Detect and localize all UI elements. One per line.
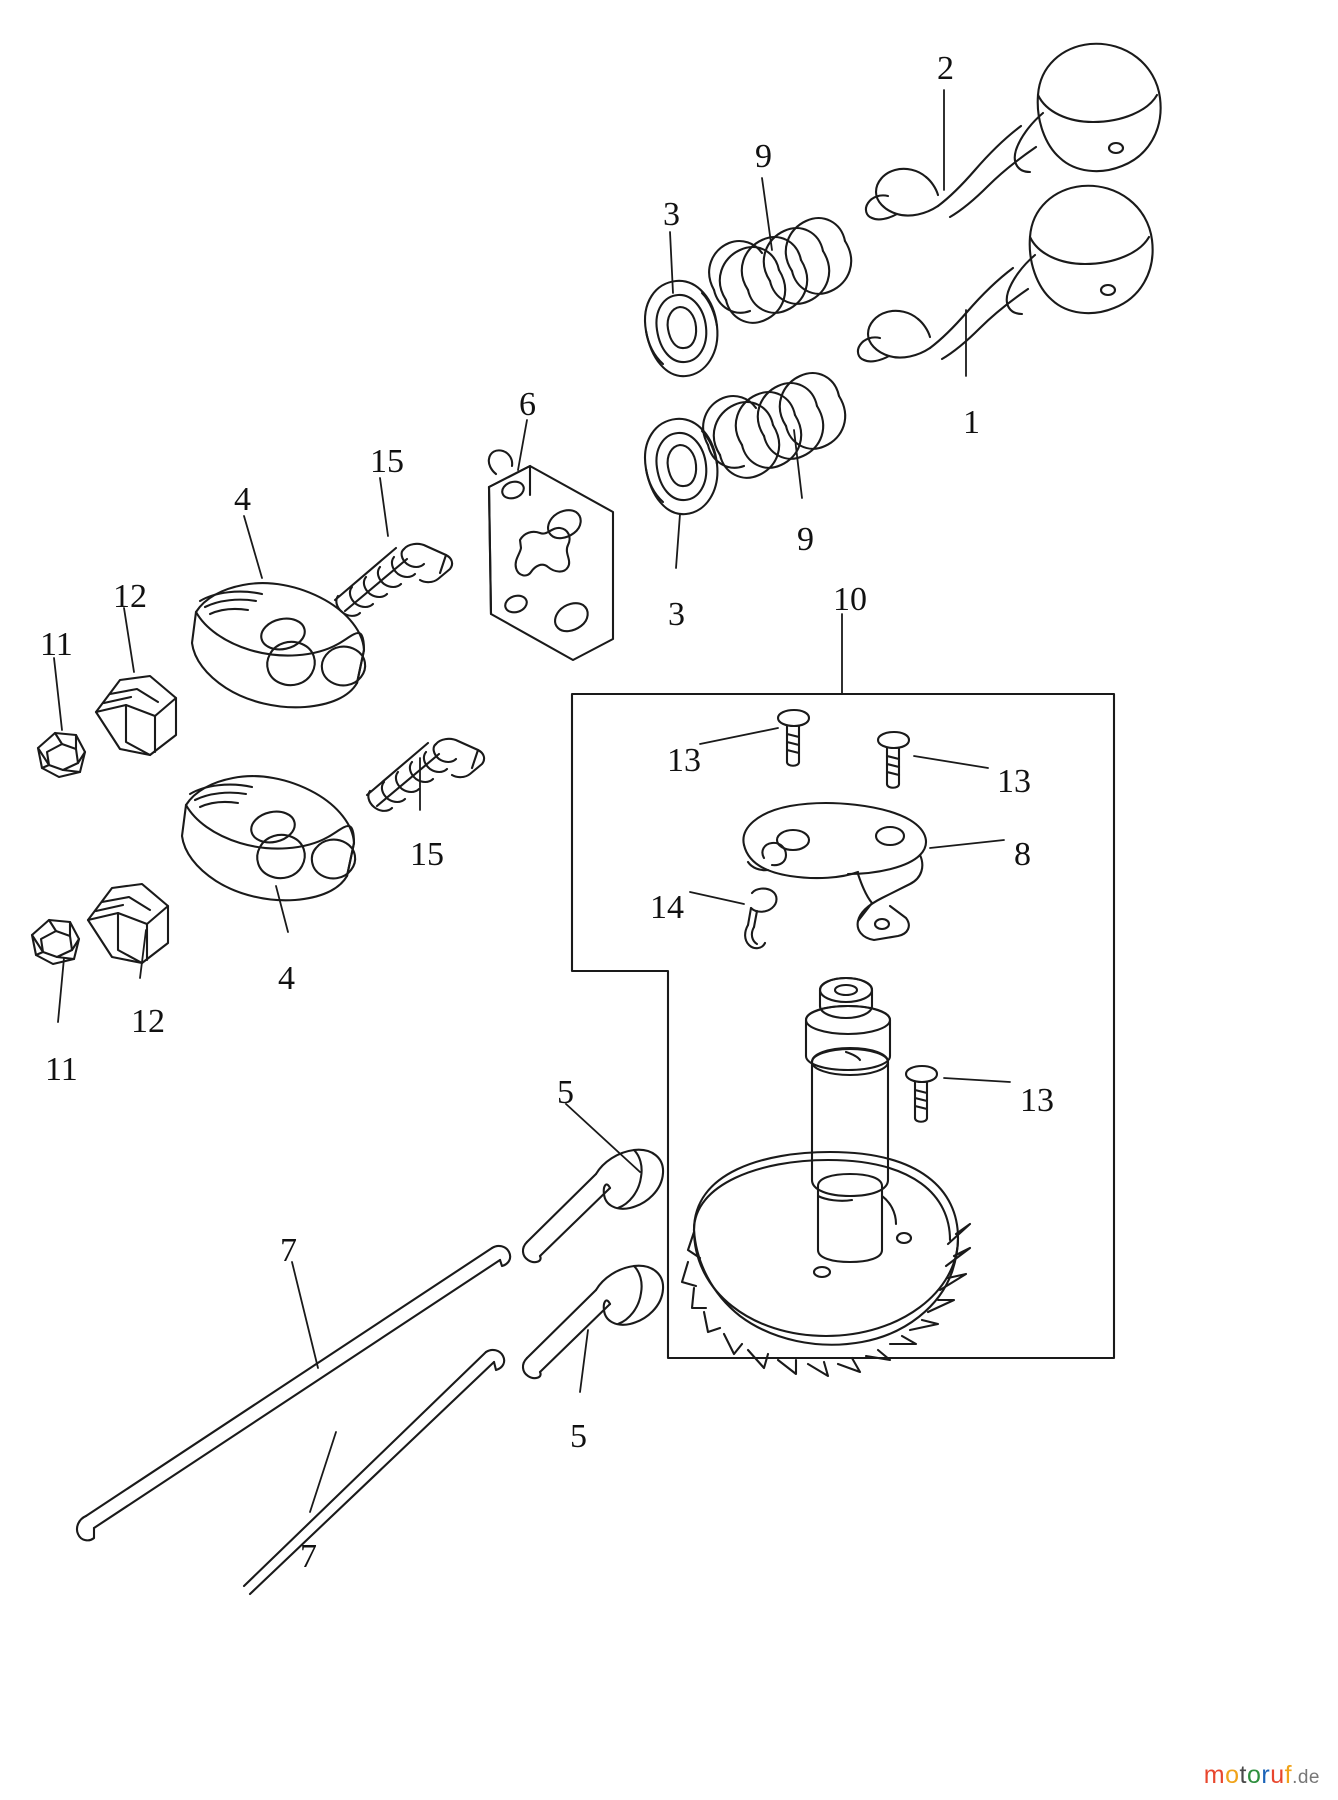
callout-7-lower: 7: [300, 1538, 317, 1575]
jam-nut-upper: [38, 733, 85, 777]
watermark-letter-m: m: [1203, 1761, 1226, 1789]
push-rod-upper: [77, 1246, 510, 1540]
watermark-suffix: .de: [1292, 1767, 1320, 1788]
callout-13-upper-right: 13: [997, 763, 1031, 800]
bolt-upper-left: [778, 710, 809, 766]
watermark-letter-u: u: [1270, 1761, 1285, 1789]
governor-assembly: [743, 803, 926, 940]
lock-nut-upper: [96, 676, 176, 755]
governor-pin: [745, 889, 776, 949]
assembly-boundary-box: [572, 694, 1114, 1358]
callout-15-lower: 15: [410, 836, 444, 873]
callout-11-lower: 11: [45, 1051, 78, 1088]
callout-5-lower: 5: [570, 1418, 587, 1455]
callout-13-upper-left: 13: [667, 742, 701, 779]
watermark-letter-o2: o: [1246, 1761, 1262, 1789]
valve-lifter-upper: [523, 1150, 663, 1262]
callout-3-upper: 3: [663, 196, 680, 233]
bolt-lower-right: [906, 1066, 937, 1122]
watermark-letter-t: t: [1239, 1761, 1247, 1789]
valve-lifter-lower: [523, 1266, 663, 1378]
callout-5-upper: 5: [557, 1074, 574, 1111]
callout-1: 1: [963, 404, 980, 441]
valve-upper: [866, 44, 1161, 220]
rocker-arm-upper: [192, 583, 365, 707]
camshaft-and-gear: [682, 978, 970, 1376]
jam-nut-lower: [32, 920, 79, 964]
callout-4-lower: 4: [278, 960, 295, 997]
callout-13-lower-right: 13: [1020, 1082, 1054, 1119]
lock-nut-lower: [88, 884, 168, 963]
watermark-letter-f: f: [1284, 1761, 1293, 1789]
valve-spring-lower: [703, 373, 845, 478]
adjusting-stud-upper: [335, 544, 452, 616]
valve-spring-upper: [709, 218, 851, 323]
callout-4-upper: 4: [234, 481, 251, 518]
adjusting-stud-lower: [367, 739, 484, 811]
retaining-plate: [489, 450, 613, 660]
callout-9-upper: 9: [755, 138, 772, 175]
valve-retainer-lower: [645, 419, 717, 514]
callout-6: 6: [519, 386, 536, 423]
callout-7-upper: 7: [280, 1232, 297, 1269]
watermark-letter-o1: o: [1225, 1761, 1240, 1789]
site-watermark: [1204, 1761, 1320, 1790]
valve-lower: [858, 186, 1153, 362]
callout-15-upper: 15: [370, 443, 404, 480]
callout-10: 10: [833, 581, 867, 618]
rocker-arm-lower: [182, 776, 355, 900]
callout-12-lower: 12: [131, 1003, 165, 1040]
valve-retainer-upper: [645, 281, 717, 376]
bolt-upper-right: [878, 732, 909, 788]
callout-3-lower: 3: [668, 596, 685, 633]
watermark-letter-r: r: [1261, 1761, 1271, 1789]
callout-9-lower: 9: [797, 521, 814, 558]
callout-2: 2: [937, 50, 954, 87]
callout-14: 14: [650, 889, 684, 926]
callout-12-upper: 12: [113, 578, 147, 615]
callout-11-upper: 11: [40, 626, 73, 663]
leader-lines: [54, 90, 1010, 1512]
callout-8: 8: [1014, 836, 1031, 873]
